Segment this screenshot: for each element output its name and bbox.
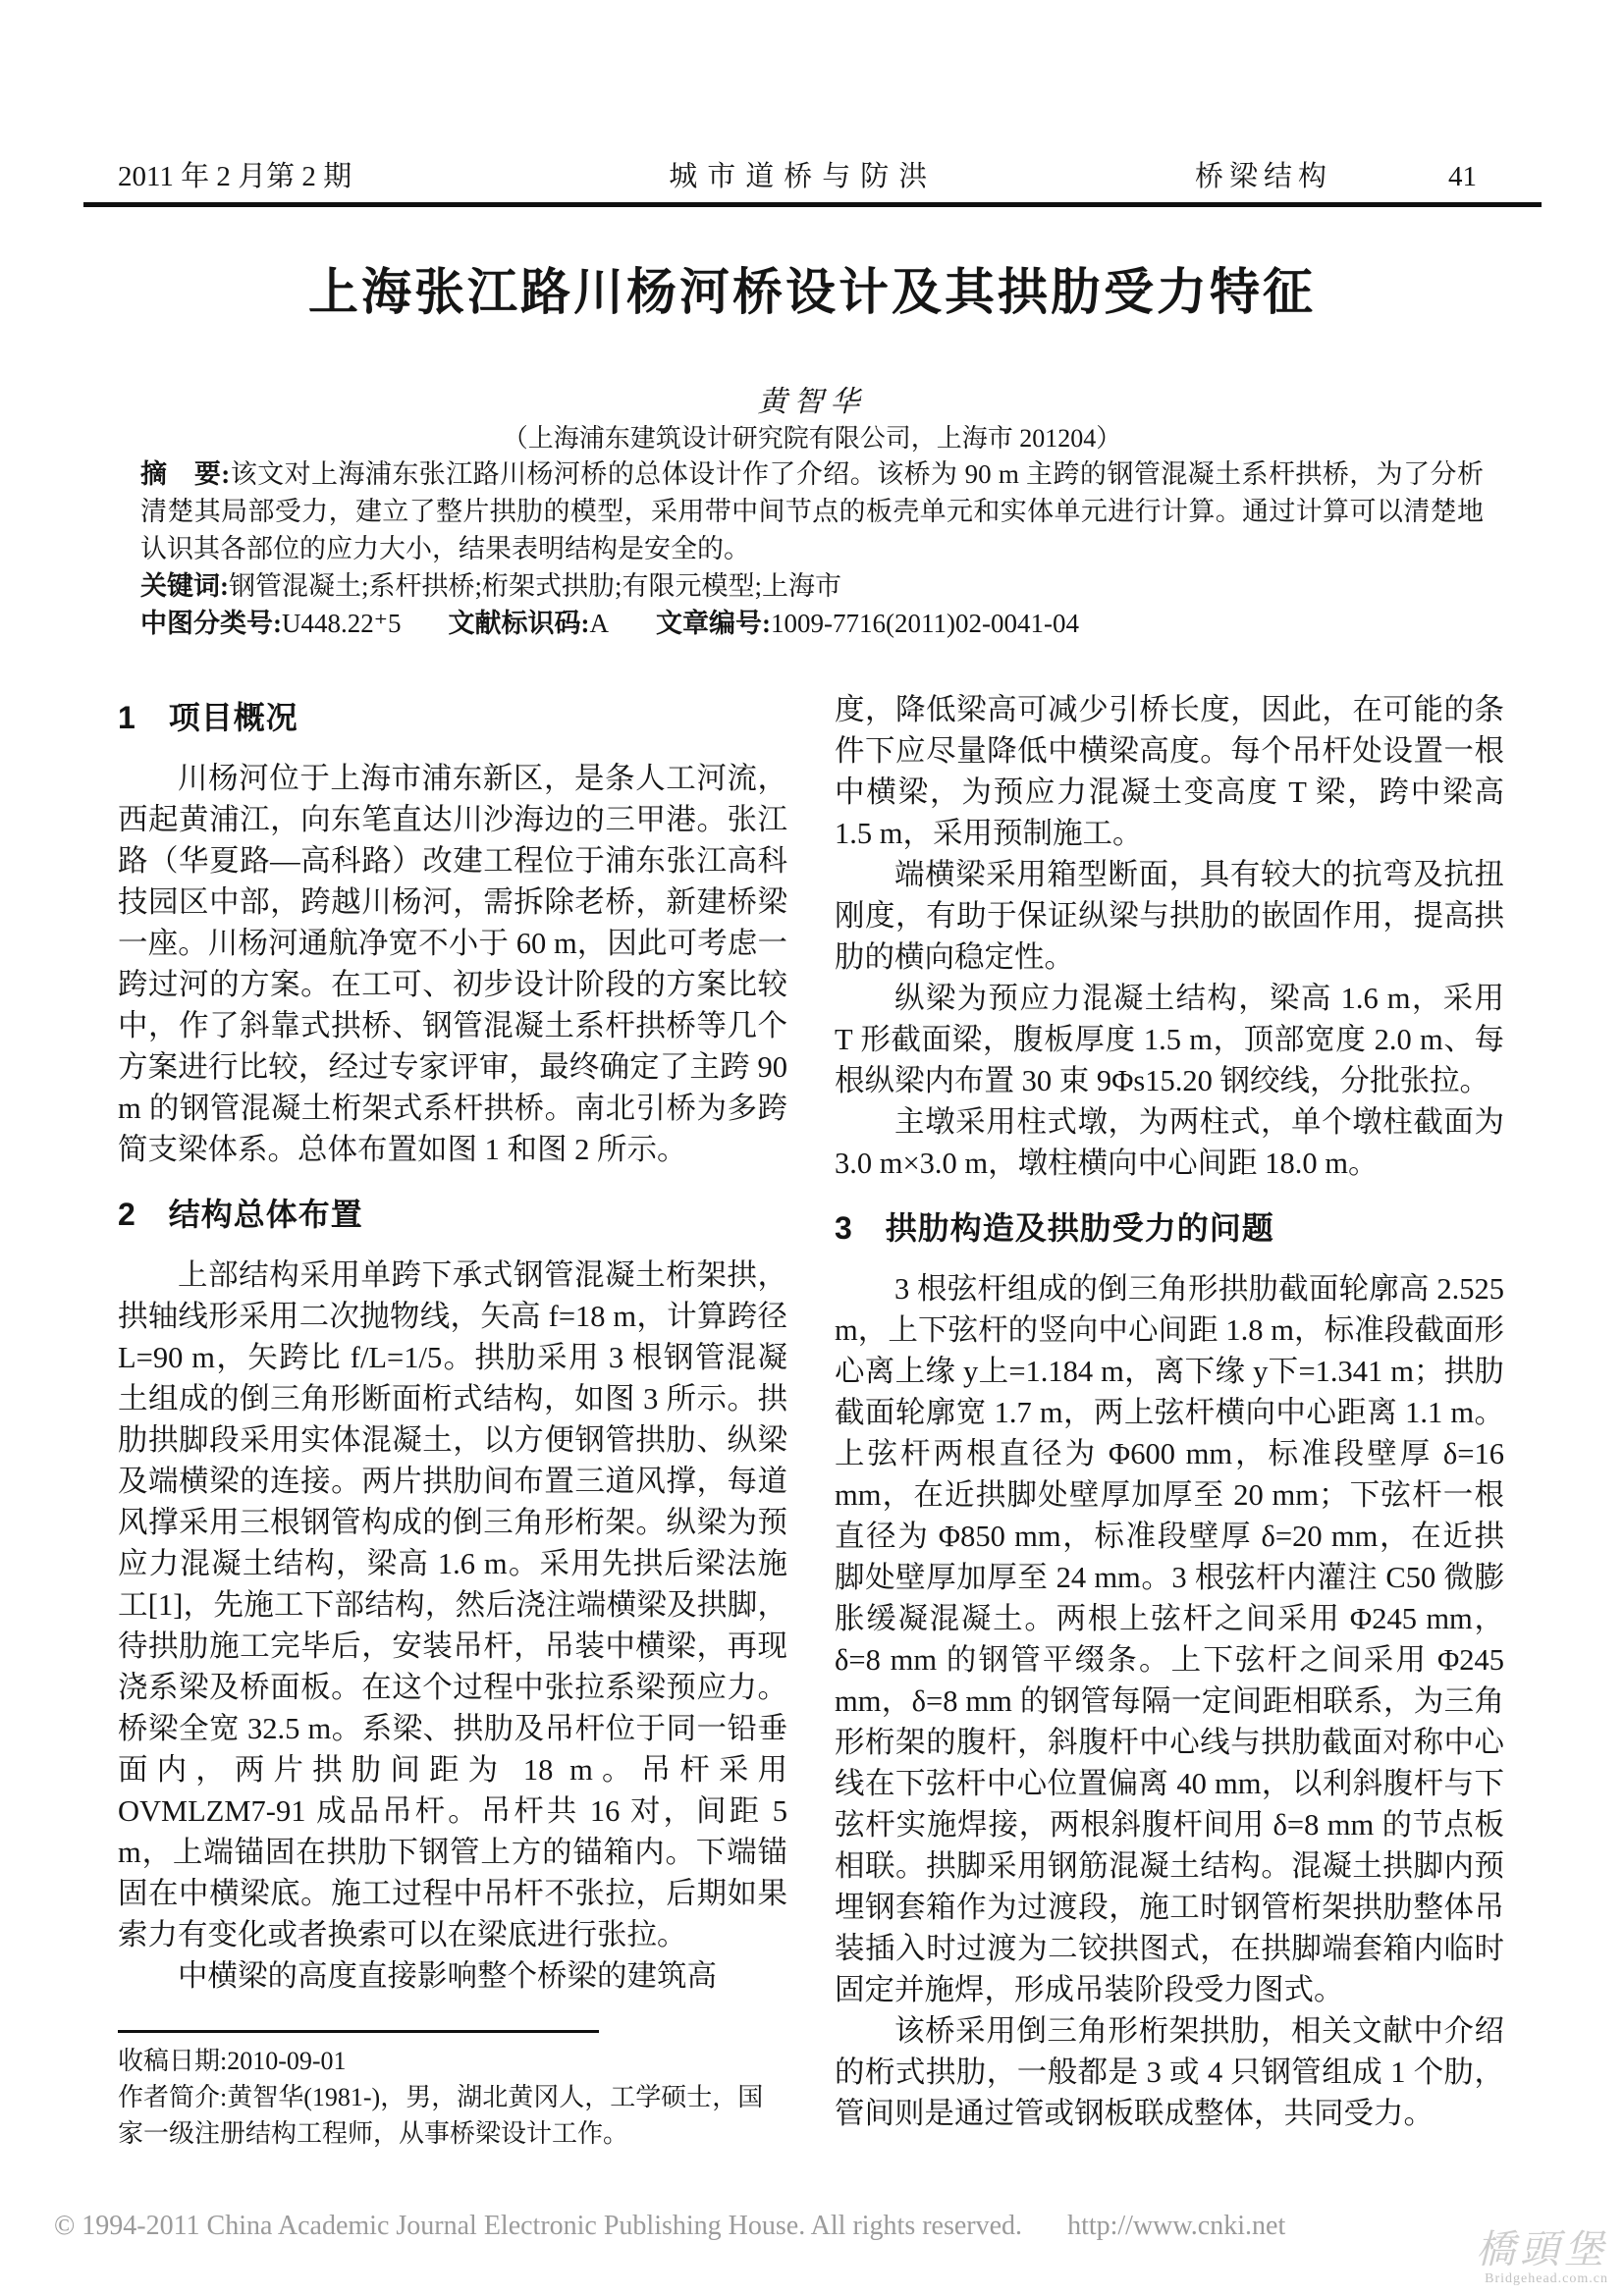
right-column	[835, 687, 1504, 2152]
abstract-paragraph	[140, 455, 1484, 567]
author-bio: 作者简介:黄智华(1981-)，男，湖北黄冈人，工学硕士，国家一级注册结构工程师，从事桥梁设计工作。	[118, 2083, 764, 2148]
paragraph-longitudinal-beam: 纵梁为预应力混凝土结构，梁高 1.6 m，采用 T 形截面梁，腹板厚度 1.5 m，顶部宽度 2.0 m、每根纵梁内布置 30 束 9Φs15.20 钢绞线，分批张拉。	[835, 982, 1504, 1097]
clc-value: U448.22⁺5	[282, 609, 402, 638]
author-affiliation: （上海浦东建筑设计研究院有限公司，上海市 201204）	[502, 424, 1122, 453]
keywords-line	[140, 567, 1484, 605]
section-1-heading: 1 项目概况	[118, 700, 298, 735]
issue-date: 2011 年 2 月第 2 期	[118, 161, 352, 192]
paragraph-main-pier: 主墩采用柱式墩，为两柱式，单个墩柱截面为 3.0 m×3.0 m，墩柱横向中心间距 18.0 m。	[835, 1105, 1504, 1180]
paragraph-crossbeam-cont: 度，降低梁高可减少引桥长度，因此，在可能的条件下应尽量降低中横梁高度。每个吊杆处设置一根中横梁，为预应力混凝土变高度 T 梁，跨中梁高 1.5 m，采用预制施工。	[835, 693, 1504, 850]
abstract-label: 摘 要:	[140, 459, 231, 489]
abstract-text: 该文对上海浦东张江路川杨河桥的总体设计作了介绍。该桥为 90 m 主跨的钢管混凝土系杆拱桥，为了分析清楚其局部受力，建立了整片拱肋的模型，采用带中间节点的板壳单元和实体单元进行计算。通过计算可以清楚地认识其各部位的应力大小，结果表明结构是安全的。	[140, 459, 1484, 563]
clc-label: 中图分类号:	[140, 609, 282, 638]
article-title: 上海张江路川杨河桥设计及其拱肋受力特征	[307, 266, 1316, 321]
copyright-line	[54, 2211, 1585, 2242]
paragraph-arch-rib-discussion: 该桥采用倒三角形桁架拱肋，相关文献中介绍的桁式拱肋，一般都是 3 或 4 只钢管组成 1 个肋，管间则是通过管或钢板联成整体，共同受力。	[835, 2014, 1504, 2130]
paragraph-structure-layout: 上部结构采用单跨下承式钢管混凝土桁架拱，拱轴线形采用二次抛物线，矢高 f=18 m，计算跨径 L=90 m，矢跨比 f/L=1/5。拱肋采用 3 根钢管混凝土组成的倒三角形断面桁式结构，如图 3 所示。拱肋拱脚段采用实体混凝土，以方便钢管拱肋、纵梁及端横梁的连接。两片拱肋间布置三道风撑，每道风撑采用三根钢管构成的倒三角形桁架。纵梁为预应力混凝土结构，梁高 1.6 m。采用先拱后梁法施工[1]，先施工下部结构，然后浇注端横梁及拱脚，待拱肋施工完毕后，安装吊杆，吊装中横梁，再现浇系梁及桥面板。在这个过程中张拉系梁预应力。桥梁全宽 32.5 m。系梁、拱肋及吊杆位于同一铅垂面内，两片拱肋间距为 18 m。吊杆采用 OVMLZM7-91 成品吊杆。吊杆共 16 对，间距 5 m，上端锚固在拱肋下钢管上方的锚箱内。下端锚固在中横梁底。施工过程中吊杆不张拉，后期如果索力有变化或者换索可以在梁底进行张拉。	[118, 1258, 787, 1951]
doc-code-value: A	[589, 609, 609, 638]
abstract-block	[140, 455, 1484, 642]
copyright-text: © 1994-2011 China Academic Journal Electronic Publishing House. All rights reserved.	[54, 2211, 1023, 2241]
journal-title: 城市道桥与防洪	[669, 161, 938, 192]
author-name: 黄智华	[757, 386, 867, 418]
footnote-block	[118, 2030, 787, 2152]
paragraph-crossbeam-start: 中横梁的高度直接影响整个桥梁的建筑高	[178, 1959, 717, 1993]
keywords-text: 钢管混凝土;系杆拱桥;桁架式拱肋;有限元模型;上海市	[229, 571, 842, 601]
paragraph-end-crossbeam: 端横梁采用箱型断面，具有较大的抗弯及抗扭刚度，有助于保证纵梁与拱肋的嵌固作用，提高拱肋的横向稳定性。	[835, 858, 1504, 974]
column-section: 桥梁结构	[1194, 161, 1332, 192]
paragraph-project-overview: 川杨河位于上海市浦东新区，是条人工河流，西起黄浦江，向东笔直达川沙海边的三甲港。张江路（华夏路—高科路）改建工程位于浦东张江高科技园区中部，跨越川杨河，需拆除老桥，新建桥梁一座。川杨河通航净宽不小于 60 m，因此可考虑一跨过河的方案。在工可、初步设计阶段的方案比较中，作了斜靠式拱桥、钢管混凝土系杆拱桥等几个方案进行比较，经过专家评审，最终确定了主跨 90 m 的钢管混凝土桁架式系杆拱桥。南北引桥为多跨简支梁体系。总体布置如图 1 和图 2 所示。	[118, 762, 787, 1166]
running-head	[118, 160, 1504, 193]
classification-line	[140, 605, 1484, 642]
article-id-label: 文章编号:	[656, 609, 771, 638]
keywords-label: 关键词:	[140, 571, 229, 601]
cnki-url: http://www.cnki.net	[1067, 2211, 1286, 2241]
footnote-rule	[118, 2030, 599, 2033]
watermark-url-en: Bridgehead.com.cn	[1485, 2271, 1608, 2286]
watermark	[1476, 2228, 1608, 2286]
section-2-heading: 2 结构总体布置	[118, 1197, 363, 1232]
header-rule	[83, 202, 1542, 207]
page-number: 41	[1448, 161, 1477, 192]
received-date: 收稿日期:2010-09-01	[118, 2047, 347, 2075]
article-id-value: 1009-7716(2011)02-0041-04	[771, 609, 1079, 638]
section-3-heading: 3 拱肋构造及拱肋受力的问题	[835, 1210, 1274, 1246]
doc-code-label: 文献标识码:	[448, 609, 590, 638]
left-column	[118, 687, 787, 2152]
paragraph-arch-rib-detail: 3 根弦杆组成的倒三角形拱肋截面轮廓高 2.525 m，上下弦杆的竖向中心间距 1.8 m，标准段截面形心离上缘 y上=1.184 m，离下缘 y下=1.341 m；拱肋截面轮廓宽 1.7 m，两上弦杆横向中心距离 1.1 m。上弦杆两根直径为 Φ600 mm，标准段壁厚 δ=16 mm，在近拱脚处壁厚加厚至 20 mm；下弦杆一根直径为 Φ850 mm，标准段壁厚 δ=20 mm，在近拱脚处壁厚加厚至 24 mm。3 根弦杆内灌注 C50 微膨胀缓凝混凝土。两根上弦杆之间采用 Φ245 mm，δ=8 mm 的钢管平缀条。上下弦杆之间采用 Φ245 mm，δ=8 mm 的钢管每隔一定间距相联系，为三角形桁架的腹杆，斜腹杆中心线与拱肋截面对称中心线在下弦杆中心位置偏离 40 mm，以利斜腹杆与下弦杆实施焊接，两根斜腹杆间用 δ=8 mm 的节点板相联。拱脚采用钢筋混凝土结构。混凝土拱脚内预埋钢套箱作为过渡段，施工时钢管桁架拱肋整体吊装插入时过渡为二铰拱图式，在拱脚端套箱内临时固定并施焊，形成吊装阶段受力图式。	[835, 1272, 1504, 2006]
article-body	[118, 687, 1504, 2152]
watermark-logo-cn: 橋頭堡	[1476, 2227, 1608, 2271]
